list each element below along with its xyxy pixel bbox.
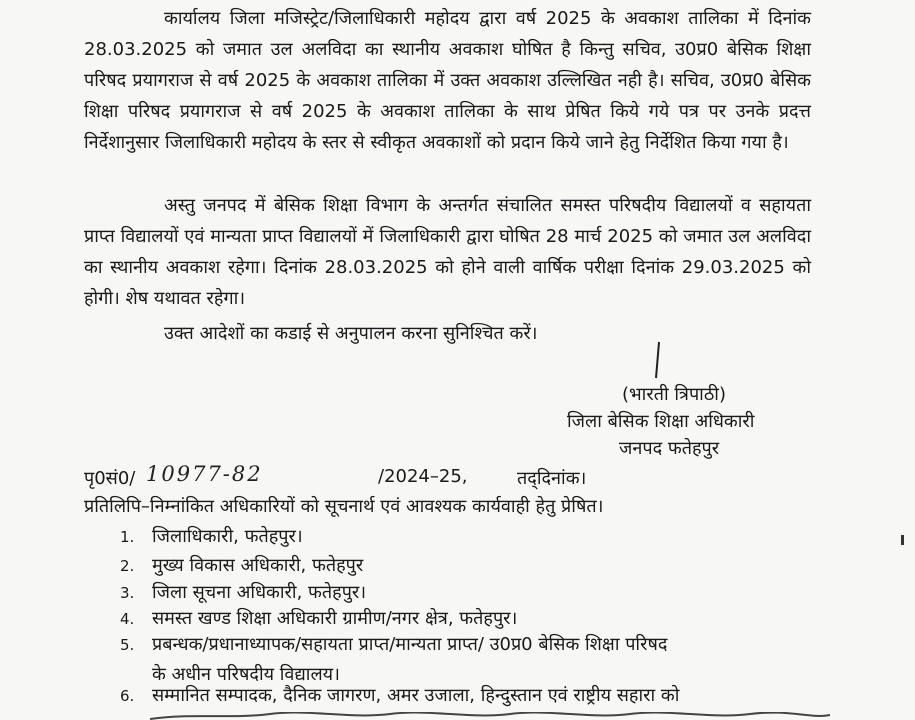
signatory-designation: जिला बेसिक शिक्षा अधिकारी bbox=[567, 411, 755, 432]
list-number: 4. bbox=[120, 610, 135, 628]
margin-mark bbox=[901, 535, 904, 545]
list-number: 5. bbox=[120, 636, 135, 654]
paragraph-holiday-order bbox=[84, 190, 811, 314]
copy-list-item bbox=[120, 551, 820, 581]
ink-tick-mark bbox=[650, 340, 664, 380]
list-text: मुख्य विकास अधिकारी, फतेहपुर bbox=[152, 555, 364, 576]
reference-year: /2024–25, bbox=[378, 466, 468, 487]
list-text: जिला सूचना अधिकारी, फतेहपुर। bbox=[152, 582, 367, 603]
list-number: 6. bbox=[120, 687, 135, 705]
copy-list-item bbox=[120, 681, 820, 711]
list-text: समस्त खण्ड शिक्षा अधिकारी ग्रामीण/नगर क्षेत्र, फतेहपुर। bbox=[152, 608, 518, 629]
paragraph-2-text: अस्तु जनपद में बेसिक शिक्षा विभाग के अन्तर्गत संचालित समस्त परिषदीय विद्यालयों व सहायता प्राप्त विद्यालयों एवं मान्यता प्राप्त विद्यालयों में जिलाधिकारी द्वारा घोषित 28 मार्च 2025 को जमात उल अलविदा का स्थानीय अवकाश रहेगा। दिनांक 28.03.2025 को होने वाली वार्षिक परीक्षा दिनांक 29.03.2025 को होगी। शेष यथावत रहेगा। bbox=[84, 195, 811, 309]
copy-to-heading: प्रतिलिपि–निम्नांकित अधिकारियों को सूचनार्थ एवं आवश्यक कार्यवाही हेतु प्रेषित। bbox=[84, 496, 604, 517]
handwritten-reference-number: 10977-82 bbox=[146, 462, 263, 486]
copy-list-item bbox=[120, 522, 820, 552]
list-text-continuation: के अधीन परिषदीय विद्यालय। bbox=[152, 664, 340, 685]
signatory-district: जनपद फतेहपुर bbox=[619, 438, 720, 459]
signatory-name: (भारती त्रिपाठी) bbox=[622, 384, 726, 405]
list-number: 1. bbox=[120, 528, 135, 546]
list-text: सम्मानित सम्पादक, दैनिक जागरण, अमर उजाला, हिन्दुस्तान एवं राष्ट्रीय सहारा को bbox=[152, 685, 680, 706]
list-number: 2. bbox=[120, 557, 135, 575]
cropped-text-line bbox=[150, 712, 830, 720]
list-number: 3. bbox=[120, 584, 135, 602]
list-text: जिलाधिकारी, फतेहपुर। bbox=[152, 526, 303, 547]
list-text: प्रबन्धक/प्रधानाध्यापक/सहायता प्राप्त/मान्यता प्राप्त/ उ0प्र0 बेसिक शिक्षा परिषद bbox=[152, 634, 668, 655]
reference-date: तद्‌दिनांक। bbox=[517, 468, 587, 489]
paragraph-holiday-notice bbox=[84, 3, 811, 158]
paragraph-1-text: कार्यालय जिला मजिस्ट्रेट/जिलाधिकारी महोदय द्वारा वर्ष 2025 के अवकाश तालिका में दिनांक 28.03.2025 को जमात उल अलविदा का स्थानीय अवकाश घोषित है किन्तु सचिव, उ0प्र0 बेसिक शिक्षा परिषद प्रयागराज से वर्ष 2025 के अवकाश तालिका में उक्त अवकाश उल्लिखित नही है। सचिव, उ0प्र0 बेसिक शिक्षा परिषद प्रयागराज से वर्ष 2025 के अवकाश तालिका के साथ प्रेषित किये गये पत्र पर उनके प्रदत्त निर्देशानुसार जिलाधिकारी महोदय के स्तर से स्वीकृत अवकाशों को प्रदान किये जाने हेतु निर्देशित किया गया है। bbox=[84, 8, 811, 153]
reference-prefix: पृ0सं0/ bbox=[84, 468, 136, 489]
paragraph-compliance: उक्त आदेशों का कडाई से अनुपालन करना सुनिश्चित करें। bbox=[164, 323, 538, 344]
